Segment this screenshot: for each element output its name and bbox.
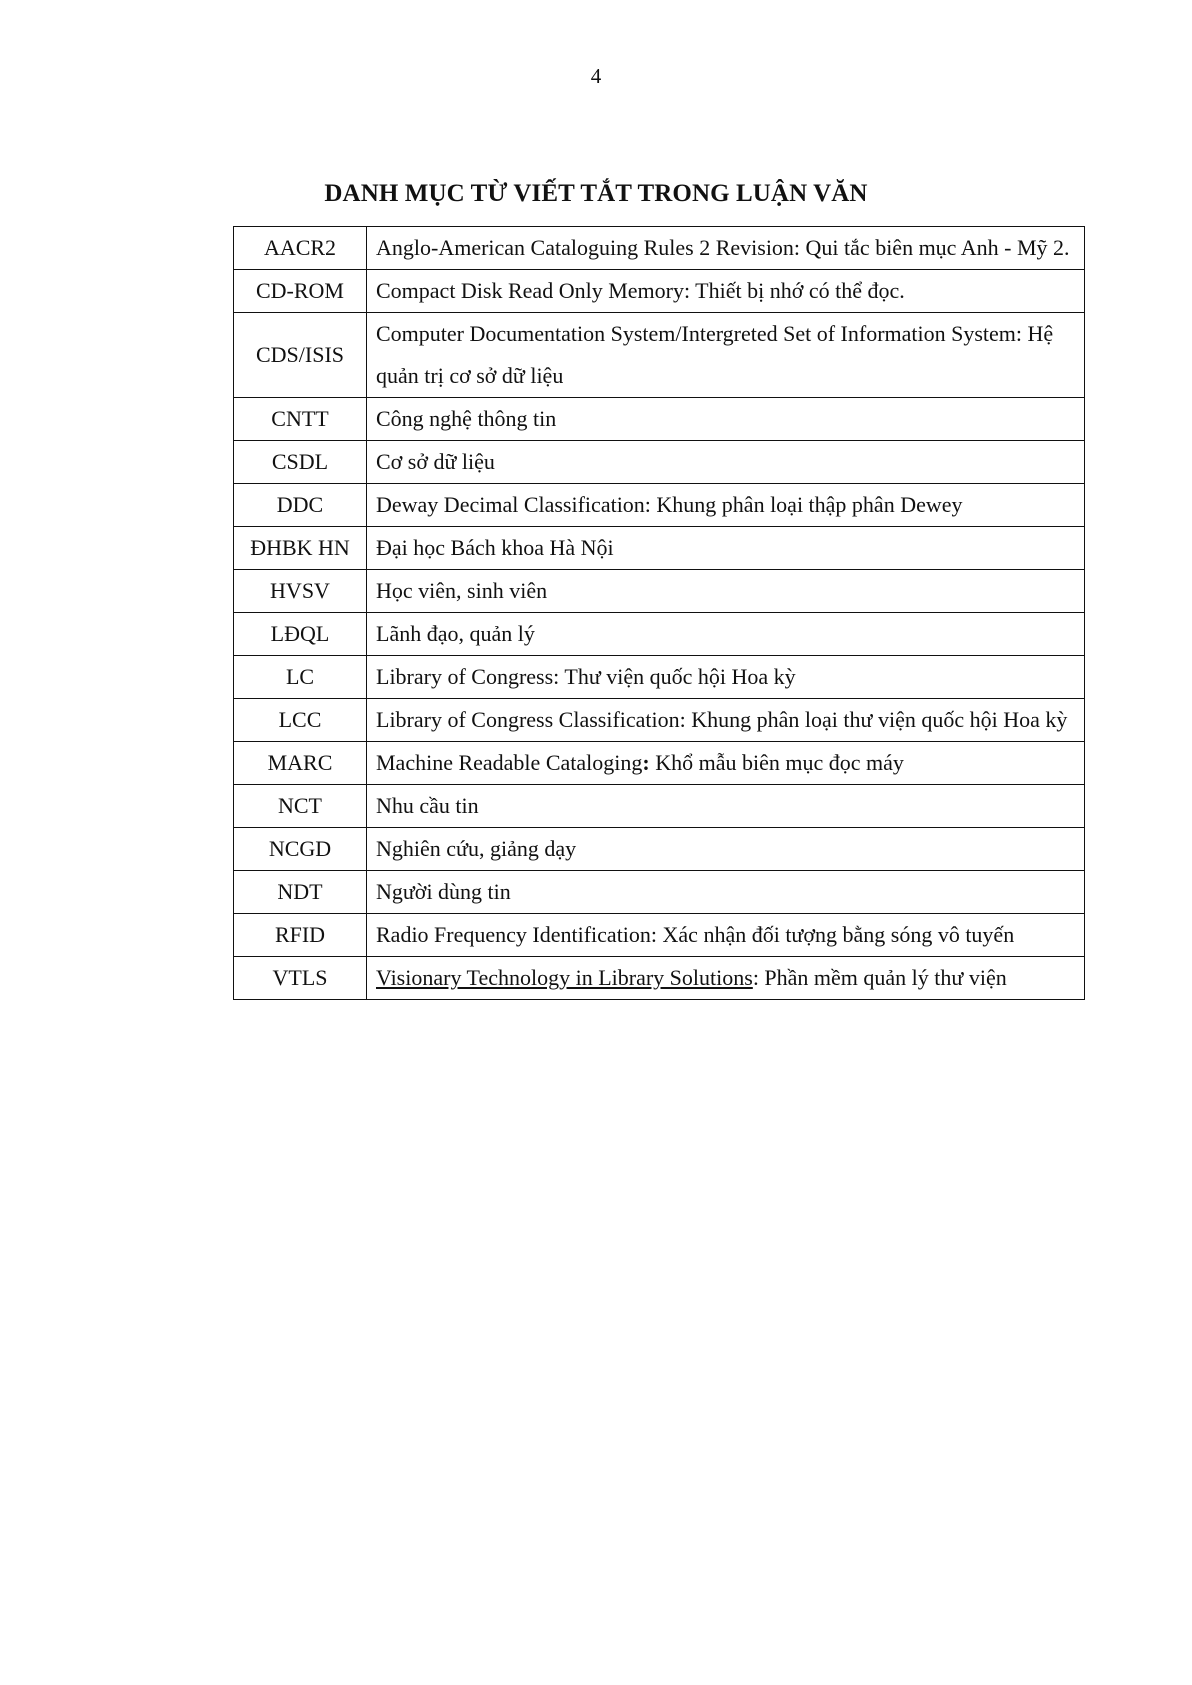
table-row bbox=[234, 828, 1085, 871]
abbreviation-definition: Deway Decimal Classification: Khung phân loại thập phân Dewey bbox=[367, 484, 1085, 527]
definition-text: Khổ mẫu biên mục đọc máy bbox=[649, 750, 904, 775]
abbreviation-code: DDC bbox=[234, 484, 367, 527]
table-row bbox=[234, 613, 1085, 656]
table-row bbox=[234, 270, 1085, 313]
abbreviation-definition: Lãnh đạo, quản lý bbox=[367, 613, 1085, 656]
abbreviation-code: RFID bbox=[234, 914, 367, 957]
table-row bbox=[234, 785, 1085, 828]
abbreviation-definition: Compact Disk Read Only Memory: Thiết bị nhớ có thể đọc. bbox=[367, 270, 1085, 313]
table-row bbox=[234, 227, 1085, 270]
abbreviation-code: LCC bbox=[234, 699, 367, 742]
abbreviation-code: HVSV bbox=[234, 570, 367, 613]
page-title: DANH MỤC TỪ VIẾT TẮT TRONG LUẬN VĂN bbox=[324, 180, 868, 207]
abbreviation-code: CNTT bbox=[234, 398, 367, 441]
abbreviation-definition: Học viên, sinh viên bbox=[367, 570, 1085, 613]
abbreviation-definition: Radio Frequency Identification: Xác nhận đối tượng bằng sóng vô tuyến bbox=[367, 914, 1085, 957]
abbreviation-code: NDT bbox=[234, 871, 367, 914]
abbreviation-code: NCGD bbox=[234, 828, 367, 871]
abbreviation-definition: Công nghệ thông tin bbox=[367, 398, 1085, 441]
abbreviation-code: CSDL bbox=[234, 441, 367, 484]
abbreviation-definition: Nhu cầu tin bbox=[367, 785, 1085, 828]
abbreviation-code: ĐHBK HN bbox=[234, 527, 367, 570]
table-row bbox=[234, 313, 1085, 398]
definition-separator: : bbox=[642, 750, 650, 775]
table-row bbox=[234, 398, 1085, 441]
table-row bbox=[234, 914, 1085, 957]
abbreviation-definition: Nghiên cứu, giảng dạy bbox=[367, 828, 1085, 871]
abbreviation-definition: Anglo-American Cataloguing Rules 2 Revision: Qui tắc biên mục Anh - Mỹ 2. bbox=[367, 227, 1085, 270]
definition-text: : Phần mềm quản lý thư viện bbox=[752, 965, 1007, 990]
table-row bbox=[234, 484, 1085, 527]
table-row bbox=[234, 656, 1085, 699]
abbreviation-code: NCT bbox=[234, 785, 367, 828]
table-row bbox=[234, 871, 1085, 914]
abbreviation-definition: Người dùng tin bbox=[367, 871, 1085, 914]
abbreviation-code: LĐQL bbox=[234, 613, 367, 656]
abbreviation-definition: Computer Documentation System/Intergreted Set of Information System: Hệ quản trị cơ sở dữ liệu bbox=[367, 313, 1085, 398]
table-row bbox=[234, 441, 1085, 484]
page-number: 4 bbox=[590, 64, 602, 88]
abbreviation-code: MARC bbox=[234, 742, 367, 785]
abbreviation-definition: Cơ sở dữ liệu bbox=[367, 441, 1085, 484]
abbreviation-code: LC bbox=[234, 656, 367, 699]
definition-term: Machine Readable Cataloging bbox=[376, 750, 643, 775]
table-row bbox=[234, 957, 1085, 1000]
abbreviation-code: AACR2 bbox=[234, 227, 367, 270]
table-row bbox=[234, 742, 1085, 785]
abbreviation-table bbox=[233, 226, 1085, 1000]
table-row bbox=[234, 527, 1085, 570]
abbreviation-code: VTLS bbox=[234, 957, 367, 1000]
definition-term: Visionary Technology in Library Solutions bbox=[376, 965, 753, 990]
abbreviation-code: CD-ROM bbox=[234, 270, 367, 313]
abbreviation-definition: Library of Congress: Thư viện quốc hội Hoa kỳ bbox=[367, 656, 1085, 699]
table-row bbox=[234, 570, 1085, 613]
abbreviation-definition bbox=[367, 742, 1085, 785]
abbreviation-definition bbox=[367, 957, 1085, 1000]
abbreviation-code: CDS/ISIS bbox=[234, 313, 367, 398]
table-row bbox=[234, 699, 1085, 742]
abbreviation-definition: Library of Congress Classification: Khung phân loại thư viện quốc hội Hoa kỳ bbox=[367, 699, 1085, 742]
abbreviation-definition: Đại học Bách khoa Hà Nội bbox=[367, 527, 1085, 570]
